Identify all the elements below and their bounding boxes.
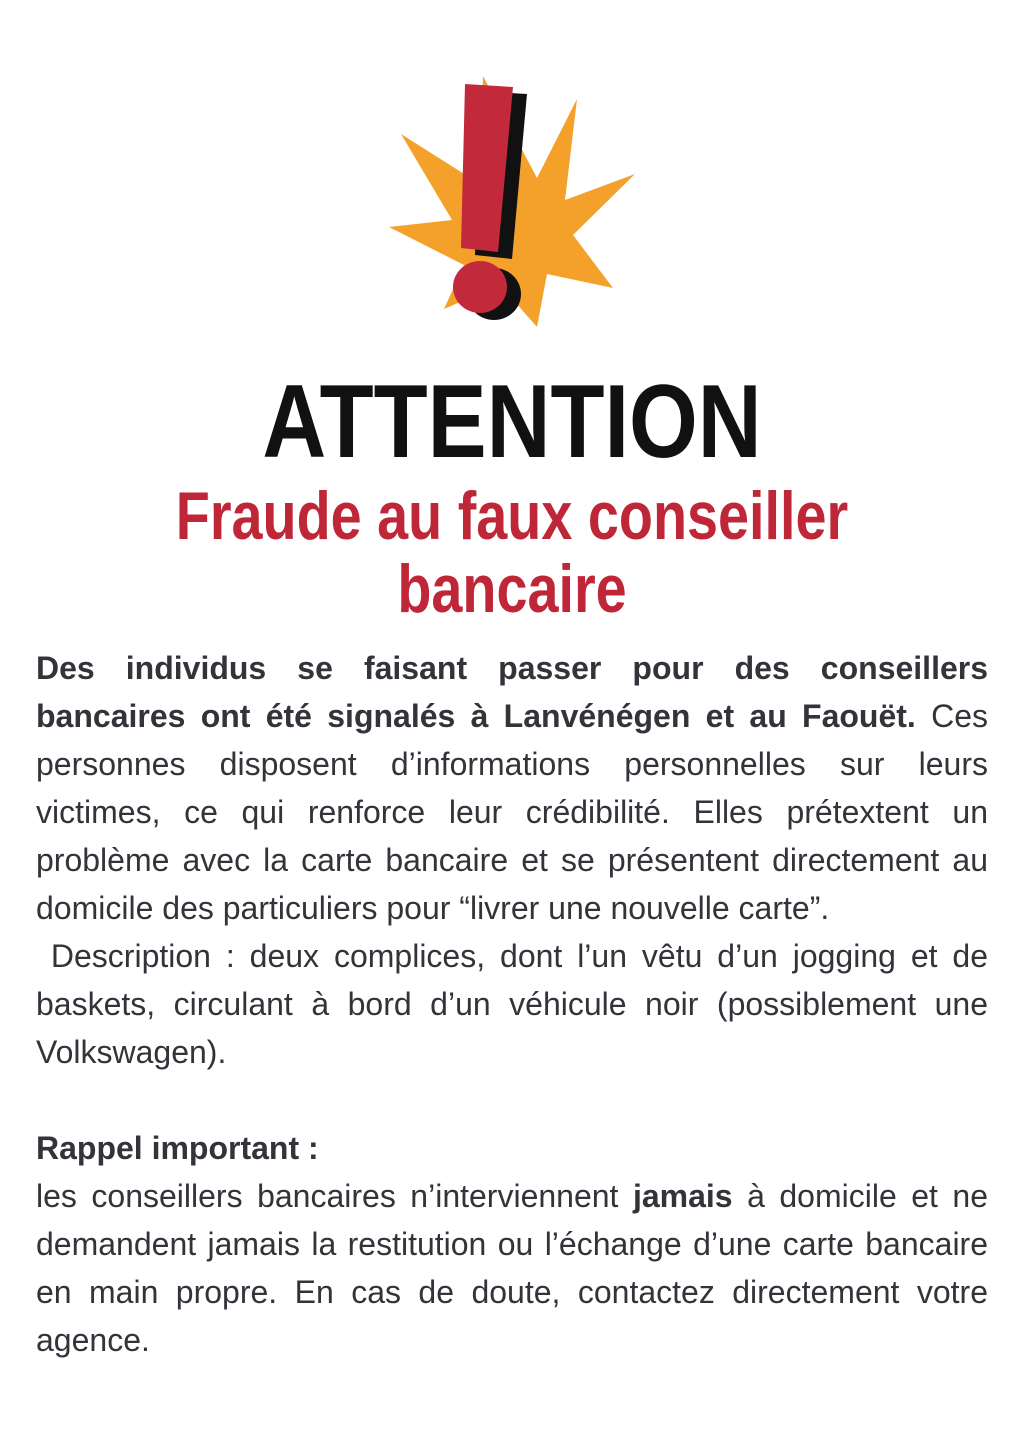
signalement-rest-text: Ces personnes disposent d’informations personnelles sur leurs victimes, ce qui renforce leur crédibilité. Elles prétextent un problème avec la carte bancaire et se présentent directement au domicile des particuliers pour “livrer une nouvelle carte”. [36,698,989,927]
body-text [36,644,988,1364]
exclamation-burst-icon [387,72,637,372]
signalement-bold-text: Des individus se faisant passer pour des conseillers bancaires ont été signalés à Lanvénégen et au Faouët. [36,650,988,735]
page-title: ATTENTION [262,364,762,480]
reminder-bold-text: jamais [632,1178,733,1215]
page-subtitle: Fraude au faux conseiller bancaire [175,477,849,628]
paragraph-reminder [36,1172,988,1364]
reminder-after-text: à domicile et ne demandent jamais la restitution ou l’échange d’une carte bancaire en main propre. En cas de doute, contactez directement votre agence. [36,1178,989,1359]
paragraph-signalement [36,644,988,932]
reminder-before-text: les conseillers bancaires n’interviennent [36,1178,619,1215]
alert-icon [387,72,637,372]
reminder-heading: Rappel important : [36,1130,319,1167]
paragraph-description: Description : deux complices, dont l’un vêtu d’un jogging et de baskets, circulant à bord d’un véhicule noir (possiblement une Volkswagen). [36,938,988,1071]
